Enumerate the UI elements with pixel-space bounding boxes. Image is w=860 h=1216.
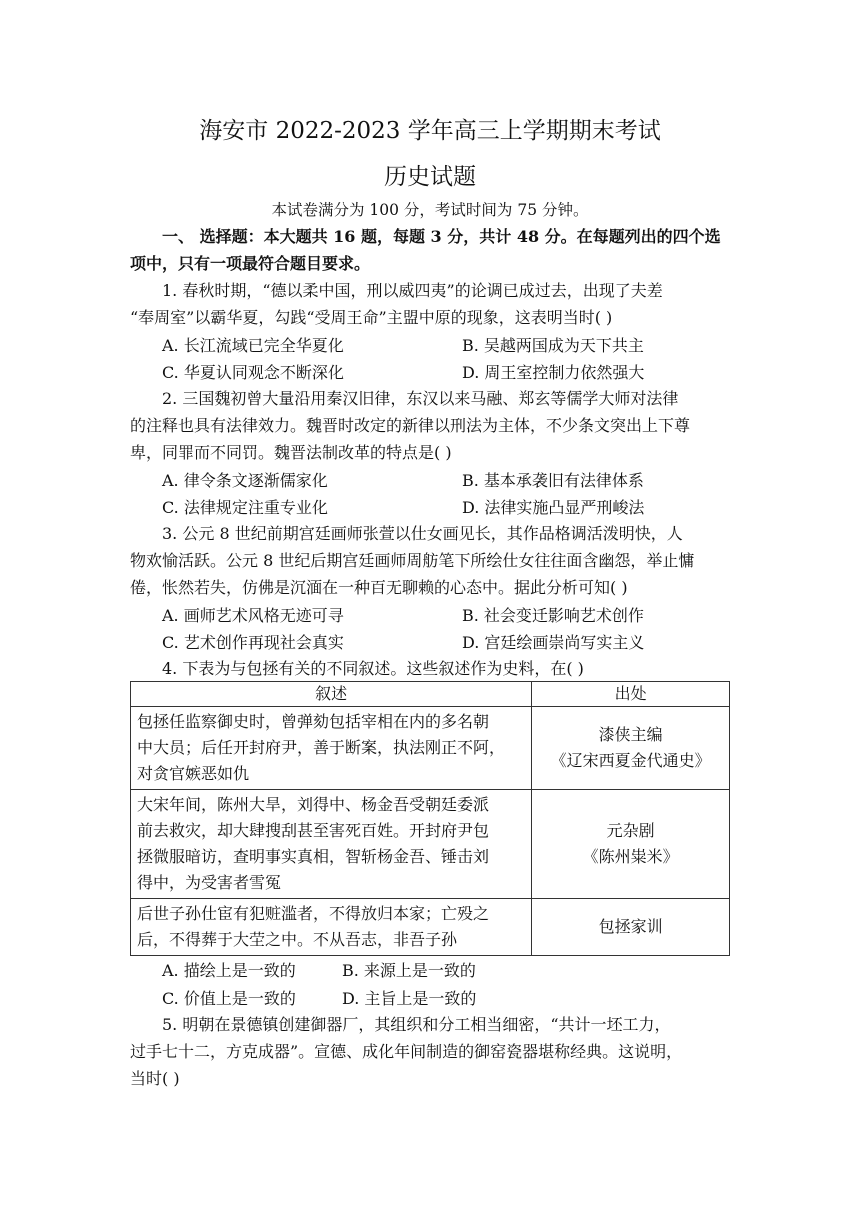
q4-stem: 4. 下表为与包拯有关的不同叙述。这些叙述作为史料，在( )	[162, 659, 584, 678]
q1-option-c: C. 华夏认同观念不断深化	[162, 363, 344, 382]
q4-option-d: D. 主旨上是一致的	[342, 989, 477, 1008]
source-line: 《辽宋西夏金代通史》	[550, 751, 711, 770]
q2-option-a: A. 律令条文逐渐儒家化	[162, 471, 328, 490]
source-line: 漆侠主编	[598, 725, 663, 744]
desc-line: 得中，为受害者雪冤	[137, 873, 282, 892]
q2-stem-line2: 的注释也具有法律效力。魏晋时改定的新律以刑法为主体，不少条文突出上下尊	[130, 416, 691, 435]
q2-stem-line3: 卑，同罪而不同罚。魏晋法制改革的特点是( )	[130, 443, 452, 462]
table-cell-source	[532, 707, 730, 790]
q5-stem-line1: 5. 明朝在景德镇创建御器厂，其组织和分工相当细密，“共计一坯工力，	[162, 1015, 671, 1034]
q4-option-a: A. 描绘上是一致的	[162, 961, 296, 980]
table-row	[131, 707, 730, 790]
source-table	[130, 681, 730, 956]
q1-stem-line2: “奉周室”以霸华夏，勾践“受周王命”主盟中原的现象，这表明当时( )	[130, 308, 613, 327]
table-header-desc: 叙述	[131, 682, 532, 707]
section-heading-line2: 项中，只有一项最符合题目要求。	[130, 254, 371, 273]
exam-info: 本试卷满分为 100 分，考试时间为 75 分钟。	[271, 201, 589, 219]
q4-option-c: C. 价值上是一致的	[162, 989, 296, 1008]
q3-option-d: D. 宫廷绘画崇尚写实主义	[462, 633, 645, 652]
table-header-source: 出处	[532, 682, 730, 707]
source-line: 元杂剧	[606, 821, 655, 840]
table-cell-desc	[131, 899, 532, 956]
q3-stem-line1: 3. 公元 8 世纪前期宫廷画师张萱以仕女画见长，其作品格调活泼明快，人	[162, 524, 683, 543]
q3-option-a: A. 画师艺术风格无迹可寻	[162, 606, 344, 625]
q3-option-b: B. 社会变迁影响艺术创作	[462, 606, 644, 625]
desc-line: 拯微服暗访，查明事实真相，智斩杨金吾、锤击刘	[137, 847, 490, 866]
table-row	[131, 899, 730, 956]
q5-stem-line3: 当时( )	[130, 1069, 180, 1088]
source-line: 《陈州粜米》	[582, 847, 679, 866]
q2-option-d: D. 法律实施凸显严刑峻法	[462, 498, 645, 517]
table-cell-desc	[131, 790, 532, 899]
source-line: 包拯家训	[598, 917, 663, 936]
table-cell-desc	[131, 707, 532, 790]
desc-line: 前去救灾，却大肆搜刮甚至害死百姓。开封府尹包	[137, 821, 490, 840]
q3-stem-line2: 物欢愉活跃。公元 8 世纪后期宫廷画师周舫笔下所绘仕女往往面含幽怨，举止慵	[130, 551, 695, 570]
desc-line: 后，不得葬于大茔之中。不从吾志，非吾子孙	[137, 930, 458, 949]
q2-option-c: C. 法律规定注重专业化	[162, 498, 328, 517]
desc-line: 后世子孙仕宦有犯赃滥者，不得放归本家；亡殁之	[137, 904, 490, 923]
q4-option-b: B. 来源上是一致的	[342, 961, 476, 980]
exam-title: 海安市 2022-2023 学年高三上学期期末考试	[199, 118, 661, 144]
q1-option-b: B. 吴越两国成为天下共主	[462, 336, 644, 355]
desc-line: 包拯任监察御史时，曾弹劾包括宰相在内的多名朝	[137, 712, 490, 731]
q2-stem-line1: 2. 三国魏初曾大量沿用秦汉旧律，东汉以来马融、郑玄等儒学大师对法律	[162, 389, 679, 408]
q1-option-a: A. 长江流域已完全华夏化	[162, 336, 344, 355]
desc-line: 中大员；后任开封府尹，善于断案，执法刚正不阿，	[137, 738, 506, 757]
q2-option-b: B. 基本承袭旧有法律体系	[462, 471, 644, 490]
exam-subtitle: 历史试题	[384, 164, 476, 190]
q1-option-d: D. 周王室控制力依然强大	[462, 363, 645, 382]
q3-option-c: C. 艺术创作再现社会真实	[162, 633, 344, 652]
table-row	[131, 790, 730, 899]
section-heading-line1: 一、 选择题：本大题共 16 题，每题 3 分，共计 48 分。在每题列出的四个选	[162, 227, 721, 246]
table-cell-source	[532, 790, 730, 899]
q3-stem-line3: 倦，怅然若失，仿佛是沉湎在一种百无聊赖的心态中。据此分析可知( )	[130, 578, 628, 597]
table-header-row	[131, 682, 730, 707]
q1-stem-line1: 1. 春秋时期，“德以柔中国，刑以威四夷”的论调已成过去，出现了夫差	[162, 281, 663, 300]
table-cell-source	[532, 899, 730, 956]
q5-stem-line2: 过手七十二，方克成器”。宣德、成化年间制造的御窑瓷器堪称经典。这说明，	[130, 1042, 683, 1061]
desc-line: 对贪官嫉恶如仇	[137, 764, 250, 783]
desc-line: 大宋年间，陈州大旱，刘得中、杨金吾受朝廷委派	[137, 795, 490, 814]
